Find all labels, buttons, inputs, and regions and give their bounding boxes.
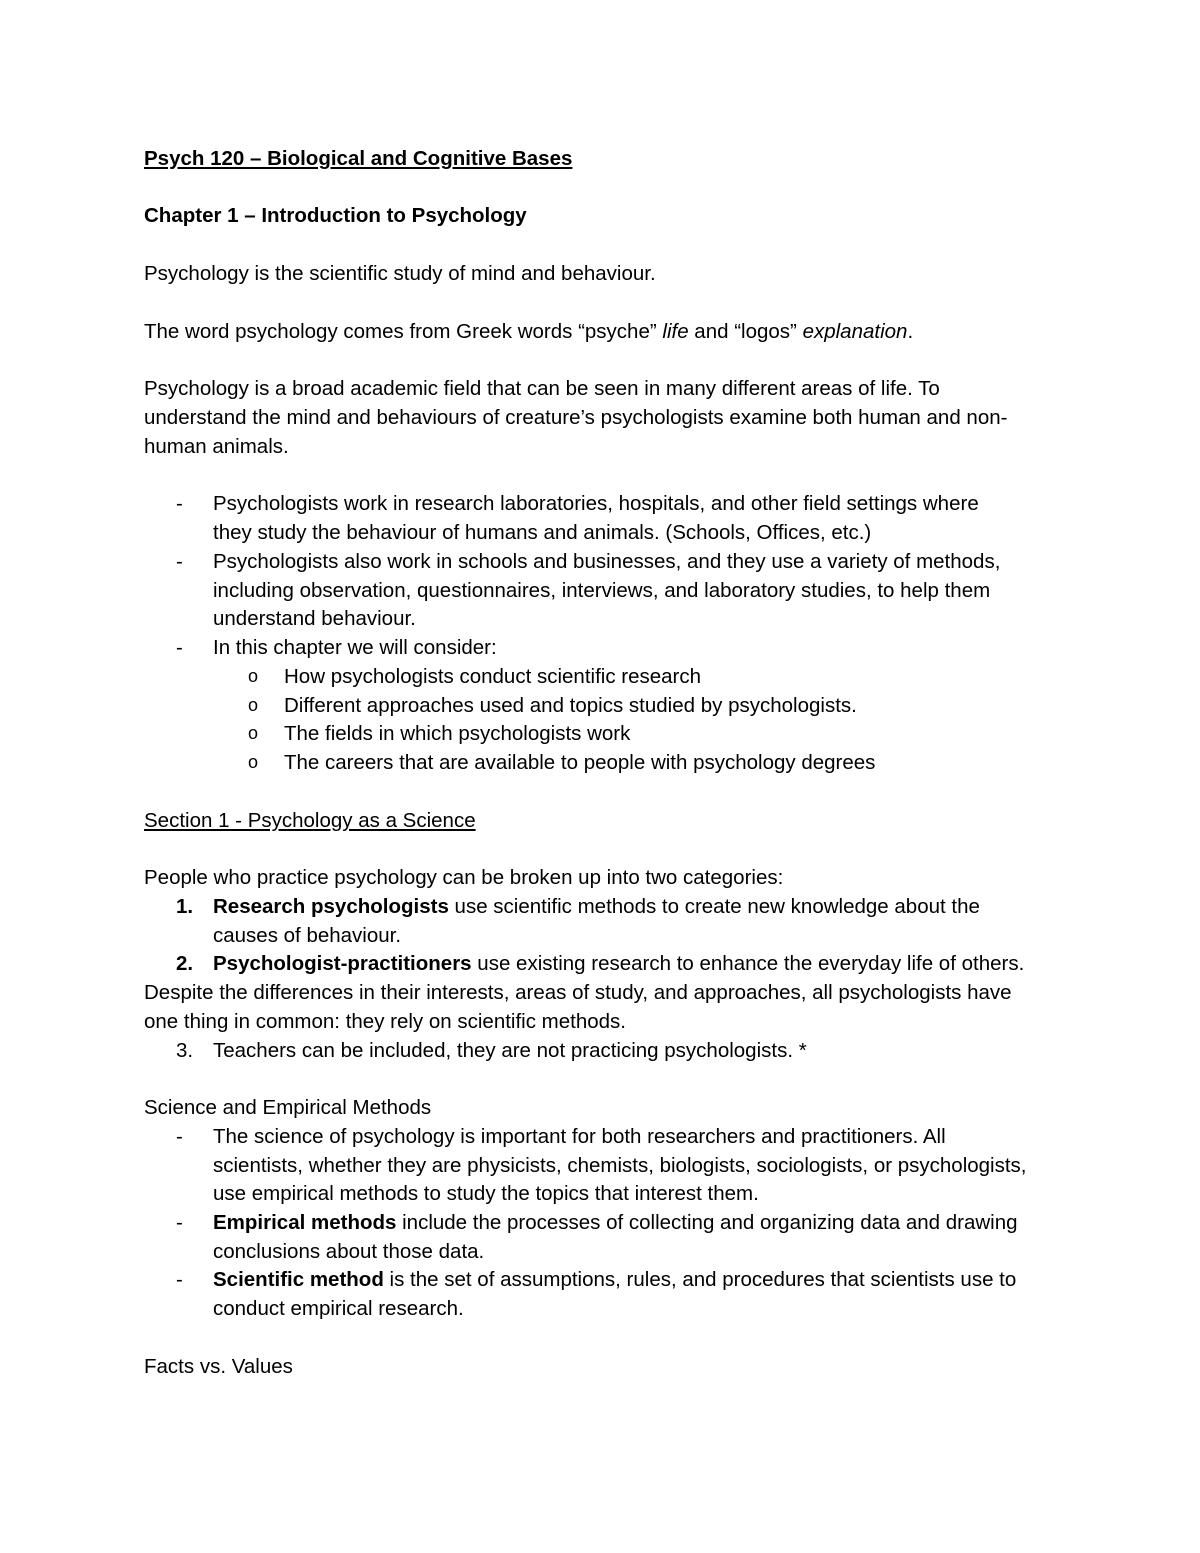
broad-field-line: understand the mind and behaviours of creature’s psychologists examine both human and non- — [144, 406, 1008, 429]
consider-item: The fields in which psychologists work — [284, 722, 631, 745]
etymology-mid: and “logos” — [688, 320, 803, 343]
science-line: scientists, whether they are physicists, chemists, biologists, sociologists, or psychologists, — [213, 1154, 1027, 1177]
scientific-line2: conduct empirical research. — [213, 1297, 464, 1320]
sub-bullet-marker: o — [248, 695, 259, 715]
etymology-life: life — [662, 320, 689, 343]
scientific-desc: is the set of assumptions, rules, and procedures that scientists use to — [383, 1268, 1017, 1291]
etymology-paragraph — [144, 317, 913, 346]
consider-item: Different approaches used and topics studied by psychologists. — [284, 694, 857, 717]
category-desc: use scientific methods to create new knowledge about the — [448, 895, 980, 918]
empirical-methods-item — [213, 1208, 1018, 1237]
list-number: 2. — [176, 952, 194, 975]
scientific-method-item — [213, 1265, 1016, 1294]
sub-bullet-marker: o — [248, 752, 259, 772]
facts-heading: Facts vs. Values — [144, 1355, 293, 1378]
category-term: Psychologist-practitioners — [213, 952, 472, 975]
sub-bullet-marker: o — [248, 723, 259, 743]
scientific-term: Scientific method — [213, 1268, 384, 1291]
empirical-term: Empirical methods — [213, 1211, 397, 1234]
consider-item: How psychologists conduct scientific research — [284, 665, 702, 688]
science-line: The science of psychology is important for both researchers and practitioners. All — [213, 1125, 946, 1148]
bullet-marker: - — [176, 636, 183, 659]
category-item — [213, 949, 1024, 978]
bullet-marker: - — [176, 1211, 183, 1234]
categories-intro: People who practice psychology can be broken up into two categories: — [144, 866, 784, 889]
bullet-marker: - — [176, 492, 183, 515]
science-heading: Science and Empirical Methods — [144, 1096, 432, 1119]
list-number: 3. — [176, 1039, 194, 1062]
bullet-marker: - — [176, 1125, 183, 1148]
etymology-end: . — [907, 320, 914, 343]
consider-item: The careers that are available to people with psychology degrees — [284, 751, 876, 774]
definition-paragraph: Psychology is the scientific study of mind and behaviour. — [144, 262, 656, 285]
category-desc: use existing research to enhance the everyday life of others. — [471, 952, 1025, 975]
empirical-desc: include the processes of collecting and organizing data and drawing — [396, 1211, 1018, 1234]
etymology-pre: The word psychology comes from Greek words “psyche” — [144, 320, 663, 343]
broad-field-line: Psychology is a broad academic field that can be seen in many different areas of life. To — [144, 377, 940, 400]
chapter-title: Chapter 1 – Introduction to Psychology — [144, 204, 527, 227]
bullet-line: In this chapter we will consider: — [213, 636, 497, 659]
despite-line: Despite the differences in their interests, areas of study, and approaches, all psychologists have — [144, 981, 1012, 1004]
category-term: Research psychologists — [213, 895, 449, 918]
bullet-line: Psychologists work in research laboratories, hospitals, and other field settings where — [213, 492, 979, 515]
category-item — [213, 892, 980, 921]
science-line: use empirical methods to study the topics that interest them. — [213, 1182, 759, 1205]
list-number: 1. — [176, 895, 194, 918]
section1-title: Section 1 - Psychology as a Science — [144, 809, 476, 832]
bullet-line: including observation, questionnaires, interviews, and laboratory studies, to help them — [213, 579, 991, 602]
bullet-line: understand behaviour. — [213, 607, 416, 630]
course-title: Psych 120 – Biological and Cognitive Bases — [144, 147, 573, 170]
sub-bullet-marker: o — [248, 666, 259, 686]
broad-field-line: human animals. — [144, 435, 289, 458]
etymology-explanation: explanation — [802, 320, 908, 343]
bullet-line: they study the behaviour of humans and animals. (Schools, Offices, etc.) — [213, 521, 872, 544]
bullet-line: Psychologists also work in schools and businesses, and they use a variety of methods, — [213, 550, 1001, 573]
empirical-line2: conclusions about those data. — [213, 1240, 485, 1263]
bullet-marker: - — [176, 1268, 183, 1291]
despite-line: one thing in common: they rely on scientific methods. — [144, 1010, 626, 1033]
category-item-line2: causes of behaviour. — [213, 924, 402, 947]
bullet-marker: - — [176, 550, 183, 573]
teachers-item: Teachers can be included, they are not practicing psychologists. * — [213, 1039, 807, 1062]
